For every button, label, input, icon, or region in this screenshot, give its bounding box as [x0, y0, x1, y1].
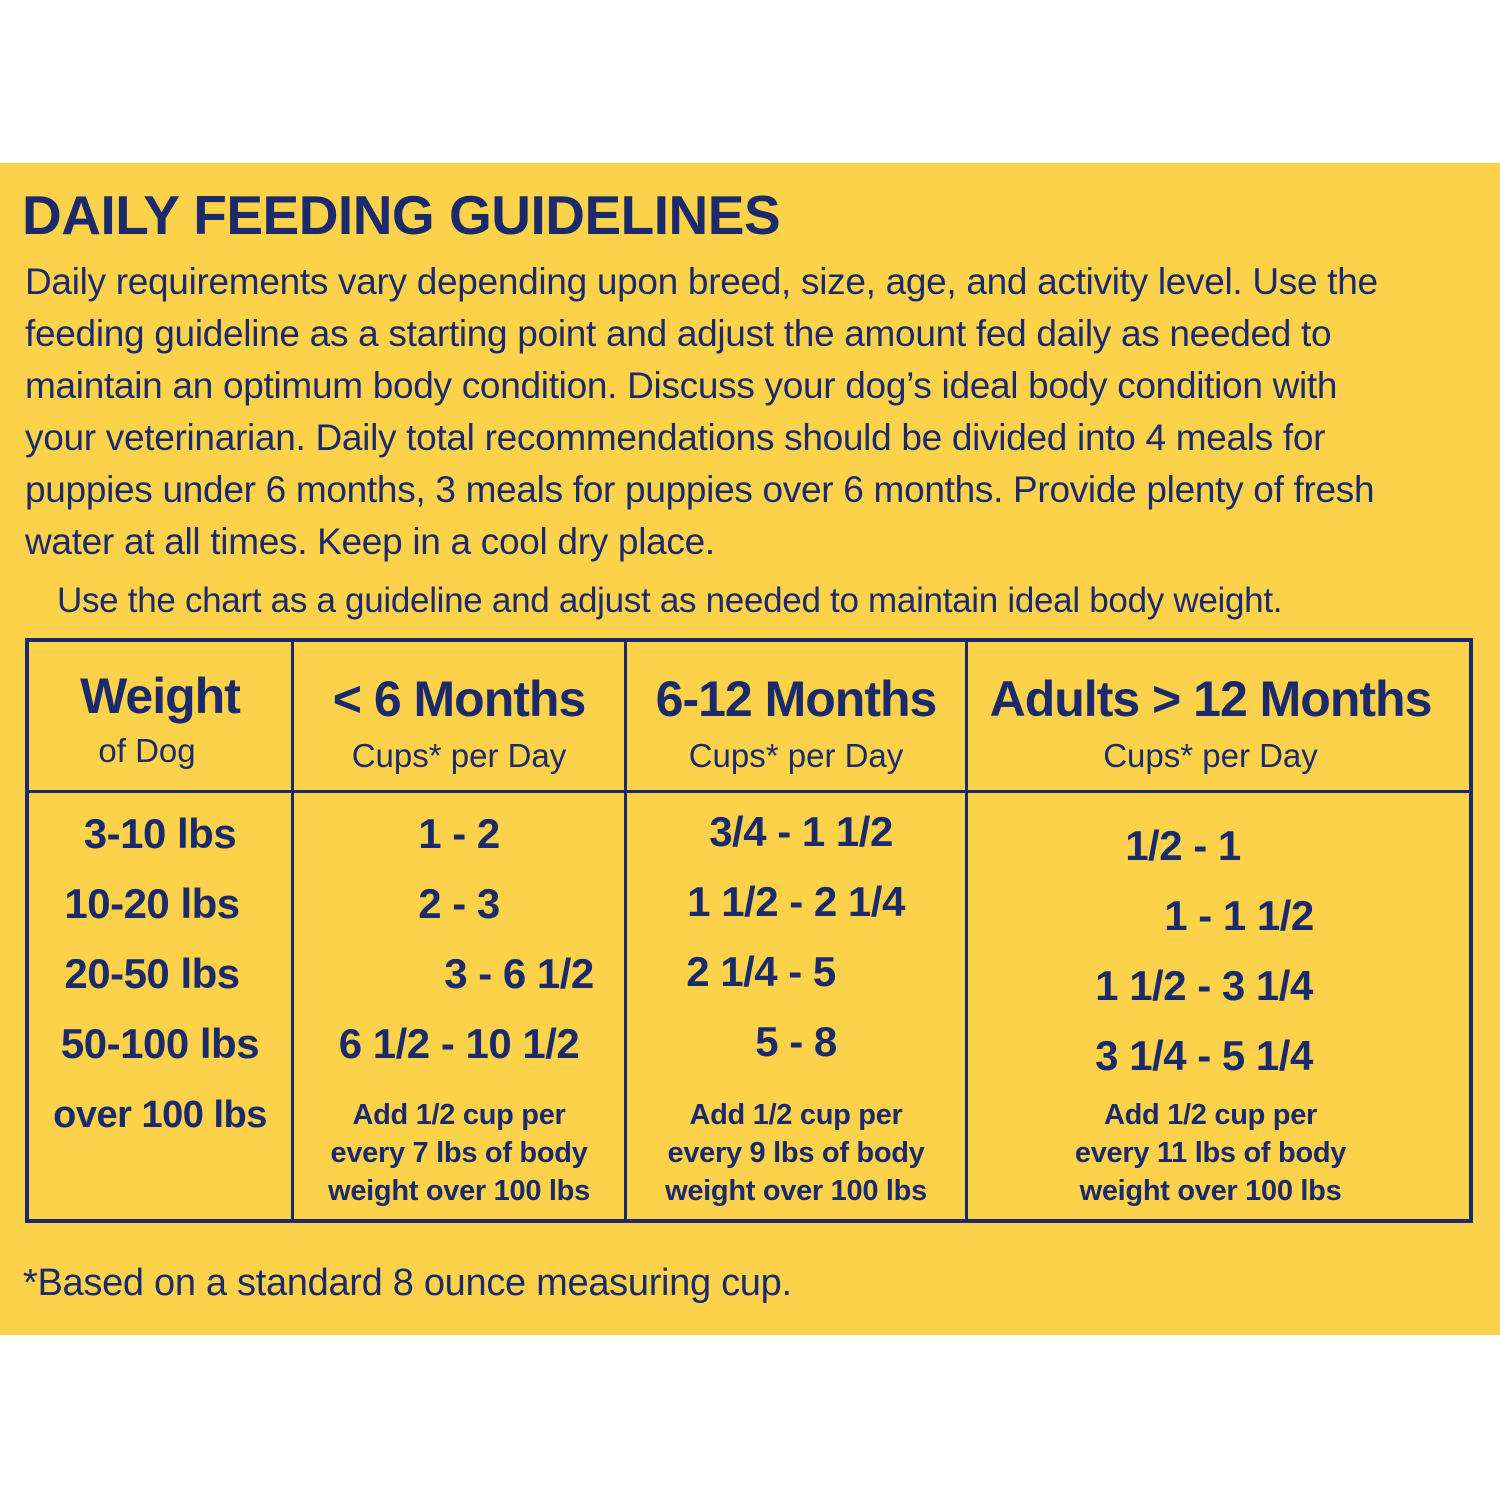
adults-over-100-note	[968, 1096, 1453, 1210]
chart-note: Use the chart as a guideline and adjust as needed to maintain ideal body weight.	[57, 581, 1283, 620]
intro-paragraph	[25, 256, 1485, 568]
note-line: weight over 100 lbs	[665, 1175, 927, 1207]
note-line: weight over 100 lbs	[328, 1175, 590, 1207]
under-6-over-100-note	[294, 1096, 624, 1210]
header-under-6-title: < 6 Months	[332, 671, 586, 727]
intro-line: puppies under 6 months, 3 meals for puppies over 6 months. Provide plenty of fresh	[25, 469, 1375, 510]
adults-cell: 1 - 1 1/2	[1164, 892, 1314, 939]
intro-line: water at all times. Keep in a cool dry place.	[25, 521, 715, 562]
note-line: every 7 lbs of body	[330, 1137, 588, 1169]
footnote: *Based on a standard 8 ounce measuring cup.	[23, 1262, 792, 1304]
weight-cell: 50-100 lbs	[60, 1020, 260, 1067]
six-to-12-cell: 3/4 - 1 1/2	[709, 808, 893, 855]
weight-cell: 3-10 lbs	[83, 810, 237, 857]
note-line: Add 1/2 cup per	[352, 1099, 566, 1131]
weight-cell: 20-50 lbs	[64, 950, 240, 997]
note-line: every 11 lbs of body	[1074, 1137, 1347, 1169]
intro-line: maintain an optimum body condition. Discuss your dog’s ideal body condition with	[25, 365, 1338, 406]
weight-cell: over 100 lbs	[53, 1094, 267, 1136]
six-to-12-over-100-note	[627, 1096, 965, 1210]
note-line: every 9 lbs of body	[667, 1137, 925, 1169]
header-adults-sub: Cups* per Day	[1103, 737, 1318, 774]
weight-cell: 10-20 lbs	[64, 880, 240, 927]
header-adults-title: Adults > 12 Months	[989, 671, 1432, 727]
under-6-cell: 3 - 6 1/2	[444, 950, 594, 997]
adults-cell: 1 1/2 - 3 1/4	[1095, 962, 1313, 1009]
six-to-12-cell: 1 1/2 - 2 1/4	[687, 878, 905, 925]
intro-line: feeding guideline as a starting point and adjust the amount fed daily as needed to	[25, 313, 1332, 354]
adults-cell: 1/2 - 1	[1125, 822, 1241, 869]
intro-line: your veterinarian. Daily total recommendations should be divided into 4 meals for	[25, 417, 1326, 458]
header-under-6-sub: Cups* per Day	[351, 737, 567, 774]
six-to-12-cell: 2 1/4 - 5	[686, 948, 836, 995]
under-6-cell: 1 - 2	[418, 810, 500, 857]
note-line: weight over 100 lbs	[1079, 1175, 1342, 1207]
header-divider	[29, 790, 1469, 793]
header-weight-title: Weight	[80, 668, 240, 724]
intro-line: Daily requirements vary depending upon breed, size, age, and activity level. Use the	[25, 261, 1378, 302]
under-6-cell: 2 - 3	[418, 880, 500, 927]
under-6-cell: 6 1/2 - 10 1/2	[338, 1020, 580, 1067]
note-line: Add 1/2 cup per	[1103, 1099, 1318, 1131]
adults-cell: 3 1/4 - 5 1/4	[1095, 1032, 1313, 1079]
header-weight-sub: of Dog	[98, 732, 196, 769]
header-6-12-title: 6-12 Months	[655, 671, 937, 727]
header-6-12-sub: Cups* per Day	[688, 737, 904, 774]
page-title: DAILY FEEDING GUIDELINES	[22, 184, 781, 246]
feeding-table	[25, 638, 1473, 1223]
six-to-12-cell: 5 - 8	[755, 1018, 837, 1065]
note-line: Add 1/2 cup per	[689, 1099, 903, 1131]
